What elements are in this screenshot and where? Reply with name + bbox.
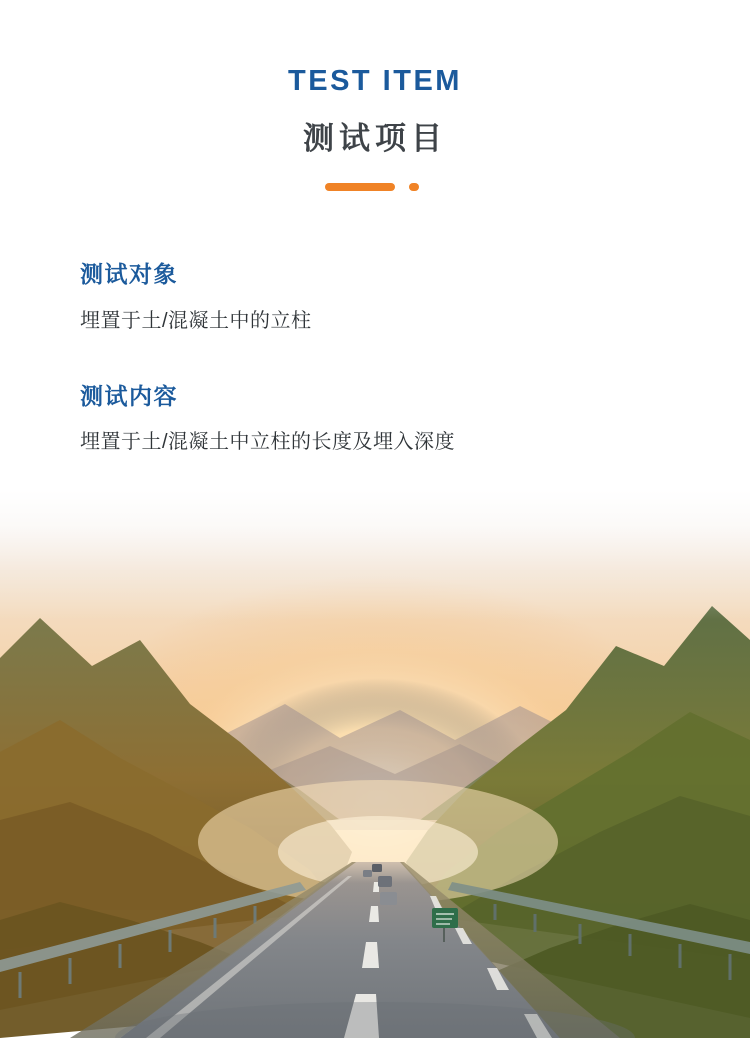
- header: [0, 0, 750, 191]
- divider-dot: [409, 183, 419, 191]
- section-body: 埋置于土/混凝土中的立柱: [80, 309, 312, 332]
- section-title: 测试内容: [80, 382, 178, 409]
- section-body: 埋置于土/混凝土中立柱的长度及埋入深度: [80, 431, 456, 454]
- section-title: 测试对象: [80, 261, 178, 288]
- content-sections: [0, 261, 750, 456]
- section-test-object: [80, 261, 750, 335]
- divider-bar: [325, 183, 395, 191]
- accent-divider: [325, 183, 425, 191]
- page-title-english: TEST ITEM: [288, 65, 462, 97]
- page-title-chinese: 测试项目: [303, 120, 447, 156]
- section-test-content: [80, 383, 750, 457]
- highway-sunset-photo: [0, 490, 750, 1038]
